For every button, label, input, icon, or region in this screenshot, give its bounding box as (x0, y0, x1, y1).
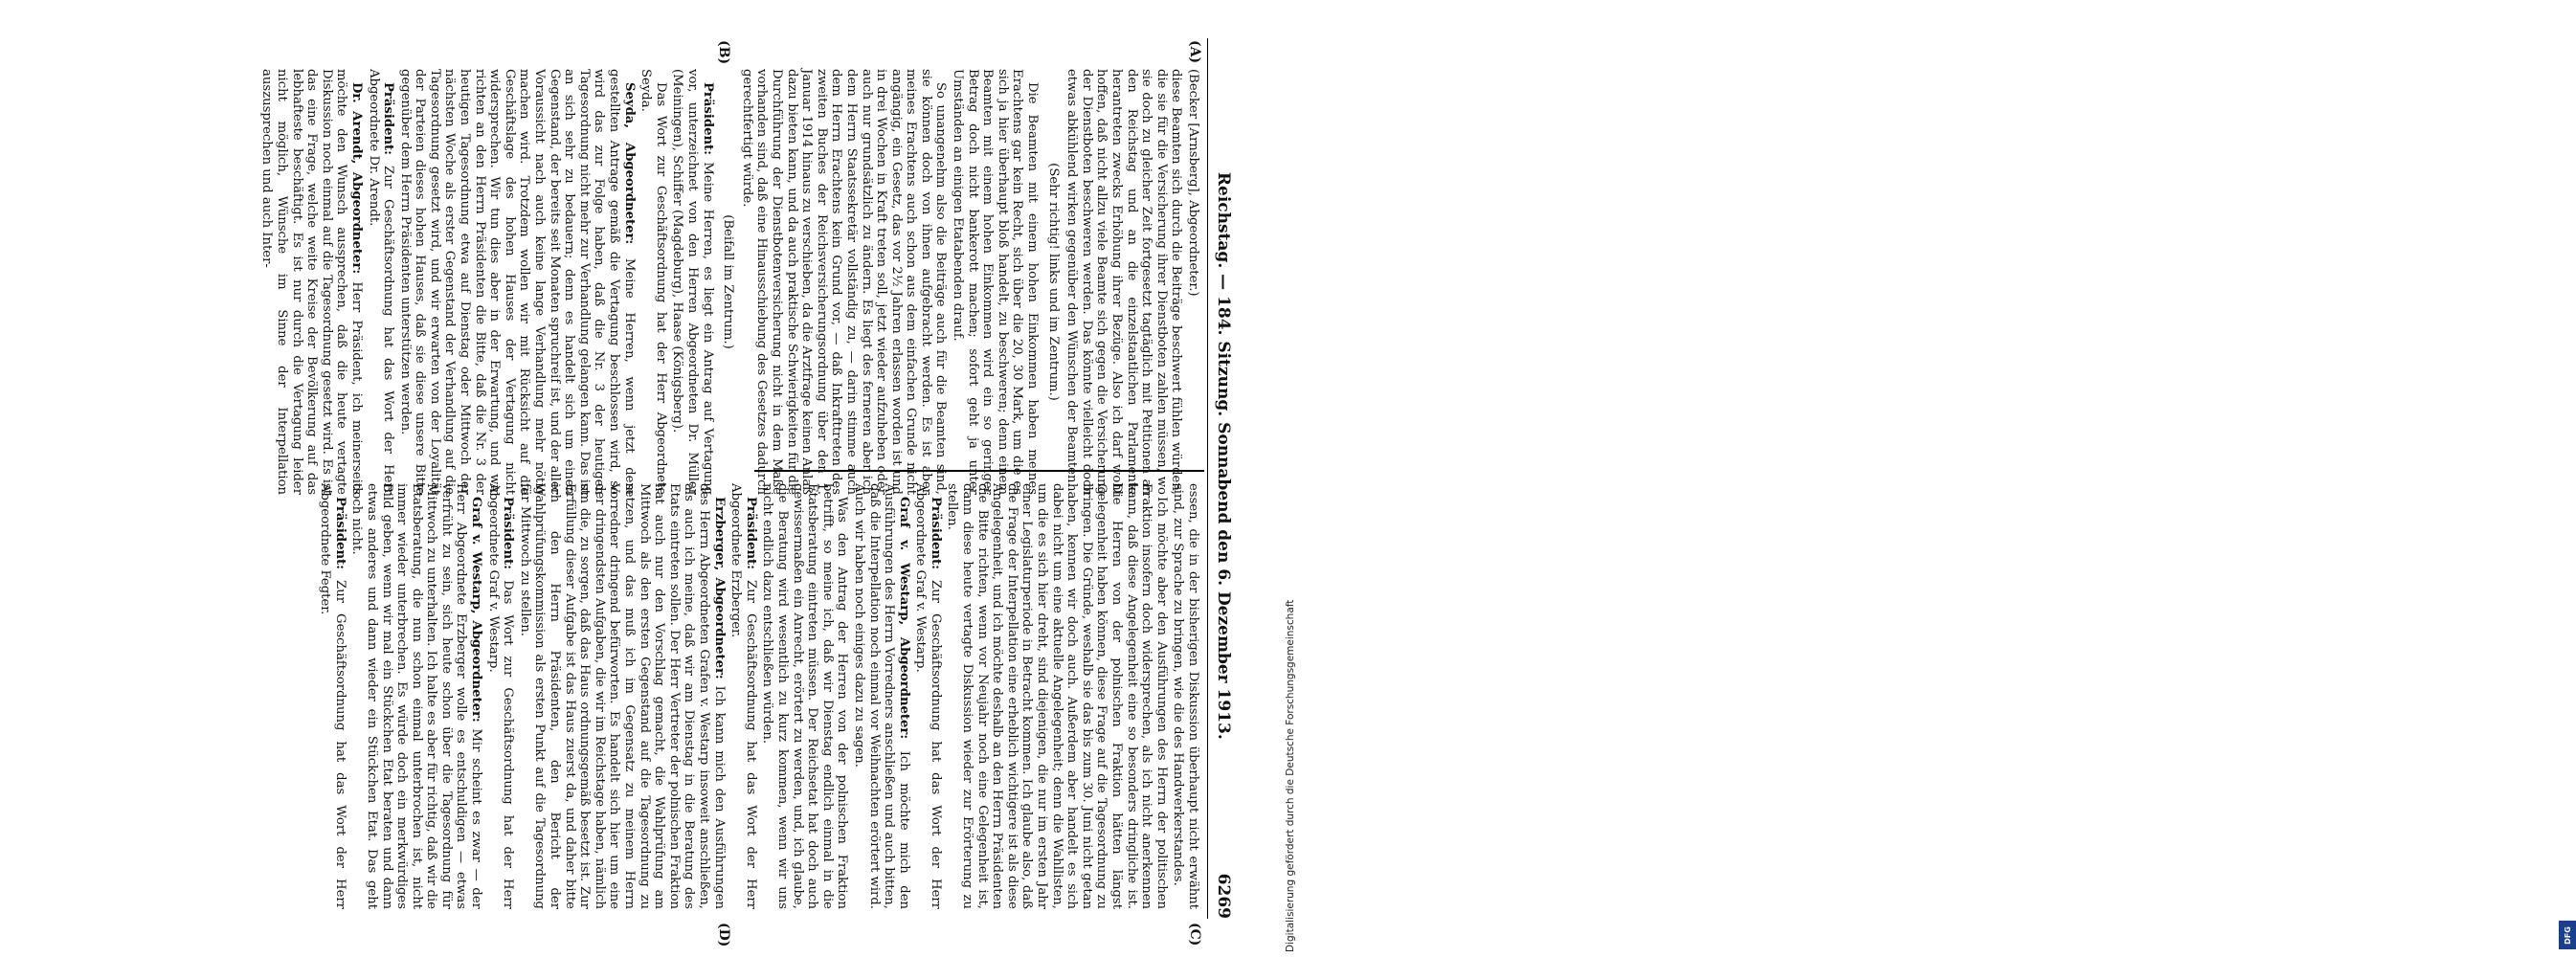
paragraph-text: Das Wort zur Geschäftsordnung hat der Herr Abgeordnete Graf v. Westarp. (485, 483, 516, 909)
paragraph-text: Zur Geschäftsordnung hat das Wort der Herr Abgeordnete Erzberger. (728, 483, 758, 909)
paragraph-text: essen, die in der bisherigen Diskussion überhaupt nicht erwähnt sind, zur Sprache zu bringen, wie die des Handwerkerstandes. (1171, 483, 1200, 909)
paragraph (760, 483, 850, 909)
speaker-name: Präsident: (501, 497, 516, 570)
speaker-paragraph (517, 483, 726, 909)
page-title: Reichstag. — 184. Sitzung. Sonnabend den 6. Dezember 1913. (1214, 171, 1233, 740)
speaker-paragraph (728, 483, 758, 909)
speaker-name: Präsident: (743, 497, 758, 570)
speaker-name: Seyda, Abgeordneter: (621, 82, 637, 245)
paragraph-text: Meine Herren, wenn jetzt dem gestellten Antrage gemäß die Vertagung beschlossen wird, so wird das zur Folge haben, daß die Nr. 3 der heutigen Tagesordnung nicht mehr zur Verhandlung gelangen kann. Das ist an sich sehr zu bedauern; denn es handelt sich um einen Gegenstand, der bereits seit Monaten spruchreif ist, und der aller Voraussicht nach auch keine lange Verhandlung mehr nötig machen wird. Trotzdem wollen wir mit Rücksicht auf die Geschäftslage des hohen Hauses der Vertagung nicht widersprechen. Wir tun dies aber in der Erwartung, und wir richten an den Herrn Präsidenten die Bitte, daß die Nr. 3 der heutigen Tagesordnung etwa auf Dienstag oder Mittwoch der nächsten Woche als erster Gegenstand der Verhandlung auf die Tagesordnung gesetzt wird, und wir erwarten von der Loyalität der Parteien dieses hohen Hauses, daß sie diese unsere Bitte gegenüber dem Herrn Präsidenten unterstützen werden. (397, 69, 637, 495)
left-column (258, 69, 1200, 495)
paragraph-text: Ich möchte aber den Ausführungen des Herrn der politischen Fraktion insofern doch widersprechen, als ich nicht anerkennen kann, daß diese Angelegenheit eine so besonders dringliche ist. Die Herren von der polnischen Fraktion hätten längst Gelegenheit haben können, diese Frage auf die Tagesordnung zu bringen. Die Gründe, weshalb sie das bis zum 30. Juni nicht getan haben, kennen wir doch auch. Außerdem aber handelt es sich dabei nicht um eine aktuelle Angelegenheit; denn die Wahllisten, um die es sich hier dreht, sind diejenigen, die nur im ersten Jahr einer Legislaturperiode in Betracht kommen. Ich glaube also, daß die Frage der Interpellation eine erheblich wichtigere ist als diese Angelegenheit, und ich möchte deshalb an den Herrn Präsidenten die Bitte richten, wenn vor Neujahr noch eine Gelegenheit ist, dann diese heute vertagte Diskussion wieder zur Erörterung zu stellen. (945, 483, 1169, 909)
margin-marker-c: (C) (1187, 923, 1202, 946)
dfg-logo (2559, 921, 2576, 949)
speaker-name: Präsident: (332, 497, 347, 570)
speaker-name: Präsident: (381, 82, 396, 156)
dfg-logo-text: DFG (2563, 925, 2572, 945)
paragraph-text: Zur Geschäftsordnung hat das Wort der Herr Abgeordnete Fegter. (318, 483, 347, 909)
paragraph-text: diese Beamten sich durch die Beiträge beschwert fühlen würden, die sie für die Versicherung ihrer Dienstboten zahlen müssen, wo sie doch zu gleicher Zeit fortgesetzt tagtäglich mit Petitionen an den Reichstag und an die einzelstaatlichen Parlamente herantreten zwecks Erhöhung ihrer Bezüge. Also ich darf wohl hoffen, daß nicht allzu viele Beamte sich gegen die Versicherung der Dienstboten beschweren werden. Das könnte vielleicht doch etwas abkühlend wirken gegenüber den Wünschen der Beamten. (1064, 69, 1184, 495)
paragraph-text: Was den Antrag der Herren von der polnischen Fraktion betrifft, so meine ich, daß wir Dienstag endlich einmal in die Etatsberatung eintreten müssen. Der Reichsetat hat doch auch gewissermaßen ein Anrecht, erörtert zu werden, und, ich glaube, die Beratung wird wesentlich zu kurz kommen, wenn wir uns nicht endlich dazu entschließen würden. (760, 483, 850, 909)
funding-credit: Digitalisierung gefördert durch die Deutsche Forschungsgemeinschaft (1285, 599, 1296, 952)
margin-marker-a: (A) (1187, 40, 1202, 64)
margin-marker-d: (D) (716, 923, 731, 947)
paragraph-text: So unangenehm also die Beiträge auch für die Beamten sind, sie können doch von ihnen aufgebracht werden. Es ist aber meines Erachtens auch schon aus dem einfachen Grunde nicht angängig, ein Gesetz, das vor 2½ Jahren erlassen worden ist und in drei Wochen in Kraft treten soll, jetzt wieder aufzuheben oder auch nur grundsätzlich zu ändern. Es liegt des ferneren aber ich dem Herrn Staatssekretär vollständig zu, — darin stimme auch dem Herrn Erachtens kein Grund vor, — daß Inkrafttreten des zweiten Buches der Reichsversicherungsordnung über den 1. Januar 1914 hinaus zu verschieben, da die Arztfrage keinen Anlaß dazu bieten kann, und da auch praktische Schwierigkeiten für die Durchführung der Dienstbotenversicherung nicht in dem Maße vorhanden sind, daß eine Hinausschiebung des Gesetzes dadurch gerechtfertigt würde. (739, 69, 949, 495)
speaker-paragraph (670, 69, 715, 495)
speaker-paragraph (318, 483, 347, 909)
paragraph-text: Mir scheint es zwar — der Herr Abgeordnete Erzberger wolle es entschuldigen — etwas verfrüht zu sein, sich heute schon über die Tagesordnung für Mittwoch zu unterhalten. Ich halte es aber für richtig, daß wir die Etatsberatung, die nun schon einmal unterbrochen ist, nicht immer wieder unterbrechen. Es würde doch ein merkwürdiges Bild geben, wenn wir mal ein Stückchen Etat beraten und dann etwas anderes und dann wieder ein Stückchen Etat. Das geht doch nicht. (349, 483, 484, 909)
margin-marker-b: (B) (716, 40, 731, 65)
page-header (1207, 38, 1235, 919)
paragraph (739, 69, 948, 495)
paragraph-text: (Beifall im Zentrum.) (721, 214, 736, 349)
speaker-paragraph (259, 69, 364, 495)
paragraph-text: (Becker [Arnsberg], Abgeordneter.) (1186, 69, 1200, 297)
speaker-paragraph (913, 483, 943, 909)
speaker-name: Graf v. Westarp, Abgeordneter: (469, 497, 484, 723)
paragraph-text: Ich möchte mich den Ausführungen des Herrn Vorredners anschließen und auch bitten, daß die Interpellation noch einmal vor Weihnachten erörtert wird. Auch wir haben noch einiges dazu zu sagen. (851, 483, 911, 909)
paragraph-text: Das Wort zur Geschäftsordnung hat der Herr Abgeordnete Seyda. (638, 69, 668, 495)
paragraph-continued (1064, 69, 1184, 495)
paragraph (638, 69, 668, 495)
paragraph (945, 483, 1169, 909)
paragraph-text: (Sehr richtig! links und im Zentrum.) (1045, 163, 1061, 401)
speaker-paragraph (349, 483, 483, 909)
paragraph-text: Die Beamten mit einem hohen Einkommen haben meines Erachtens gar kein Recht, sich über die 20, 30 Mark, um die es sich ja hier überhaupt bloß handelt, zu beschweren; denn einem Beamten mit einem hohen Einkommen wird ein so geringer Betrag doch nicht bankerott machen; sofort geht ja unter Umständen an einigen Etatabenden drauf. (951, 69, 1041, 495)
speaker-name: Präsident: (928, 497, 943, 570)
right-column (316, 483, 1200, 909)
speaker-paragraph (851, 483, 910, 909)
speaker-paragraph (397, 69, 637, 495)
paragraph-text: Zur Geschäftsordnung hat das Wort der Herr Abgeordnete Dr. Arendt. (366, 69, 396, 495)
page-number: 6269 (1214, 873, 1233, 919)
speaker-name: Präsident: (700, 82, 715, 156)
speaker-paragraph (485, 483, 515, 909)
paragraph-text: Ich kann mich den Ausführungen des Herrn Abgeordneten Grafen v. Westarp insoweit anschließen, als auch ich meine, daß wir am Dienstag in die Beratung des Etats eintreten sollen. Der Herr Vertreter der polnischen Fraktion hat auch nur den Vorschlag gemacht, die Wahlprüfung am Mittwoch als den ersten Gegenstand auf die Tagesordnung zu setzen, und das muß ich im Gegensatz zu meinem Herrn Vorredner dringend befürworten. Es handelt sich hier um eine der dringendsten Aufgaben, die wir im Reichstage haben, nämlich um die, zu sorgen, daß das Haus ordnungsgemäß besetzt ist. Zur Erfüllung dieser Aufgabe ist das Haus zuerst da, und daher bitte ich den Herrn Präsidenten, den Bericht der Wahlprüfungskommission als ersten Punkt auf die Tagesordnung für Mittwoch zu stellen. (517, 483, 727, 909)
paragraph-text: Zur Geschäftsordnung hat das Wort der Herr Abgeordnete Graf v. Westarp. (913, 483, 943, 909)
stage-direction (721, 69, 736, 495)
speaker-name: Graf v. Westarp, Abgeordneter: (896, 497, 911, 740)
speaker-name: Dr. Arendt, Abgeordneter: (348, 82, 364, 275)
speaker-name: Erzberger, Abgeordneter: (711, 497, 727, 679)
paragraph-continued (1171, 483, 1200, 909)
paragraph-text: Meine Herren, es liegt ein Antrag auf Vertagung vor, unterzeichnet von den Herren Abgeordneten Dr. Müller (Meiningen), Schiffer (Magdeburg), Haase (Königsberg). (670, 69, 715, 495)
document-page (0, 0, 1254, 957)
paragraph-text: Herr Präsident, ich meinerseits möchte den Wunsch aussprechen, daß die heute vertagte Diskussion noch einmal auf die Tagesordnung gesetzt wird. Es ist das eine Frage, welche weite Kreise der Bevölkerung auf das lebhafteste beschäftigt. Es ist nur durch die Vertagung leider nicht möglich, Wünsche im Sinne der Interpellation auszusprechen und auch Inter- (259, 69, 364, 495)
paragraph (951, 69, 1041, 495)
sidebar (1256, 0, 2572, 957)
paragraph-continued (1185, 69, 1200, 495)
speaker-paragraph (366, 69, 395, 495)
stage-direction (1045, 69, 1061, 495)
